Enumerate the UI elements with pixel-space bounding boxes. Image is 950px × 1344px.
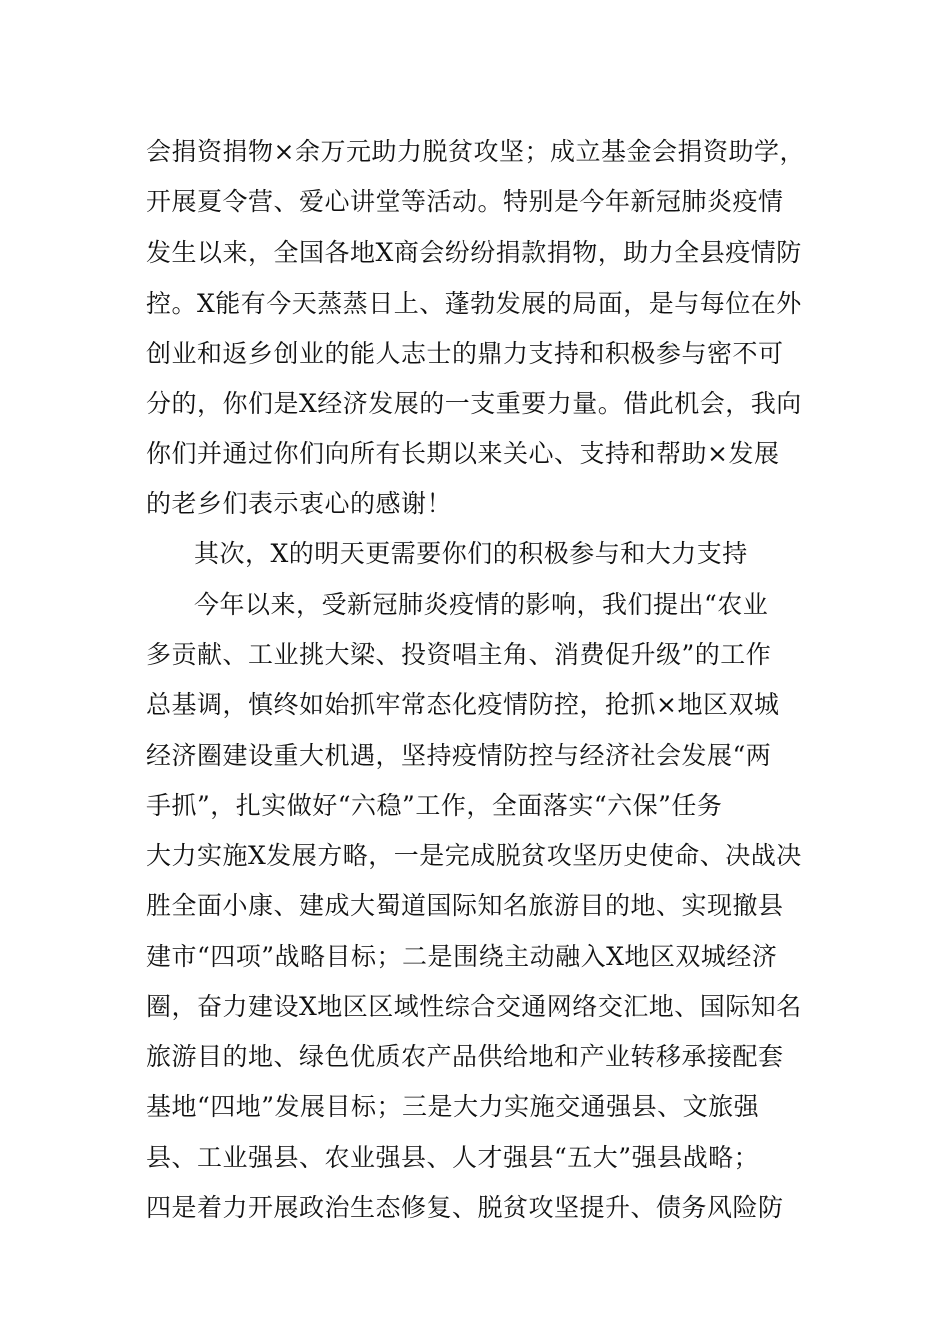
text-line: 胜全面小康、建成大蜀道国际知名旅游目的地、实现撤县 bbox=[146, 891, 784, 920]
text-line: 发生以来，全国各地X商会纷纷捐款捐物，助力全县疫情防 bbox=[146, 238, 802, 267]
text-line: 四是着力开展政治生态修复、脱贫攻坚提升、债务风险防 bbox=[146, 1193, 784, 1222]
text-line: 开展夏令营、爱心讲堂等活动。特别是今年新冠肺炎疫情 bbox=[146, 187, 784, 216]
text-line: 会捐资捐物×余万元助力脱贫攻坚；成立基金会捐资助学， bbox=[146, 137, 805, 166]
text-line: 县、工业强县、农业强县、人才强县“五大”强县战略； bbox=[146, 1143, 760, 1172]
text-line: 建市“四项”战略目标；二是围绕主动融入X地区双城经济 bbox=[146, 942, 778, 971]
text-line: 手抓”，扎实做好“六稳”工作，全面落实“六保”任务 bbox=[146, 791, 723, 820]
text-line: 旅游目的地、绿色优质农产品供给地和产业转移承接配套 bbox=[146, 1042, 784, 1071]
section-heading: 其次，X的明天更需要你们的积极参与和大力支持 bbox=[194, 539, 748, 568]
text-line: 大力实施X发展方略，一是完成脱贫攻坚历史使命、决战决 bbox=[146, 841, 802, 870]
paragraph-first-line: 今年以来，受新冠肺炎疫情的影响，我们提出“农业 bbox=[194, 590, 769, 619]
text-line: 多贡献、工业挑大梁、投资唱主角、消费促升级”的工作 bbox=[146, 640, 772, 669]
text-line: 圈，奋力建设X地区区域性综合交通网络交汇地、国际知名 bbox=[146, 992, 802, 1021]
text-line: 控。X能有今天蒸蒸日上、蓬勃发展的局面，是与每位在外 bbox=[146, 289, 802, 318]
text-line: 总基调，慎终如始抓牢常态化疫情防控，抢抓×地区双城 bbox=[146, 690, 780, 719]
text-line: 经济圈建设重大机遇，坚持疫情防控与经济社会发展“两 bbox=[146, 741, 772, 770]
text-line: 的老乡们表示衷心的感谢！ bbox=[146, 489, 453, 518]
text-line: 基地“四地”发展目标；三是大力实施交通强县、文旅强 bbox=[146, 1092, 760, 1121]
text-line: 你们并通过你们向所有长期以来关心、支持和帮助×发展 bbox=[146, 439, 780, 468]
text-line: 分的，你们是X经济发展的一支重要力量。借此机会，我向 bbox=[146, 389, 802, 418]
text-line: 创业和返乡创业的能人志士的鼎力支持和积极参与密不可 bbox=[146, 339, 784, 368]
